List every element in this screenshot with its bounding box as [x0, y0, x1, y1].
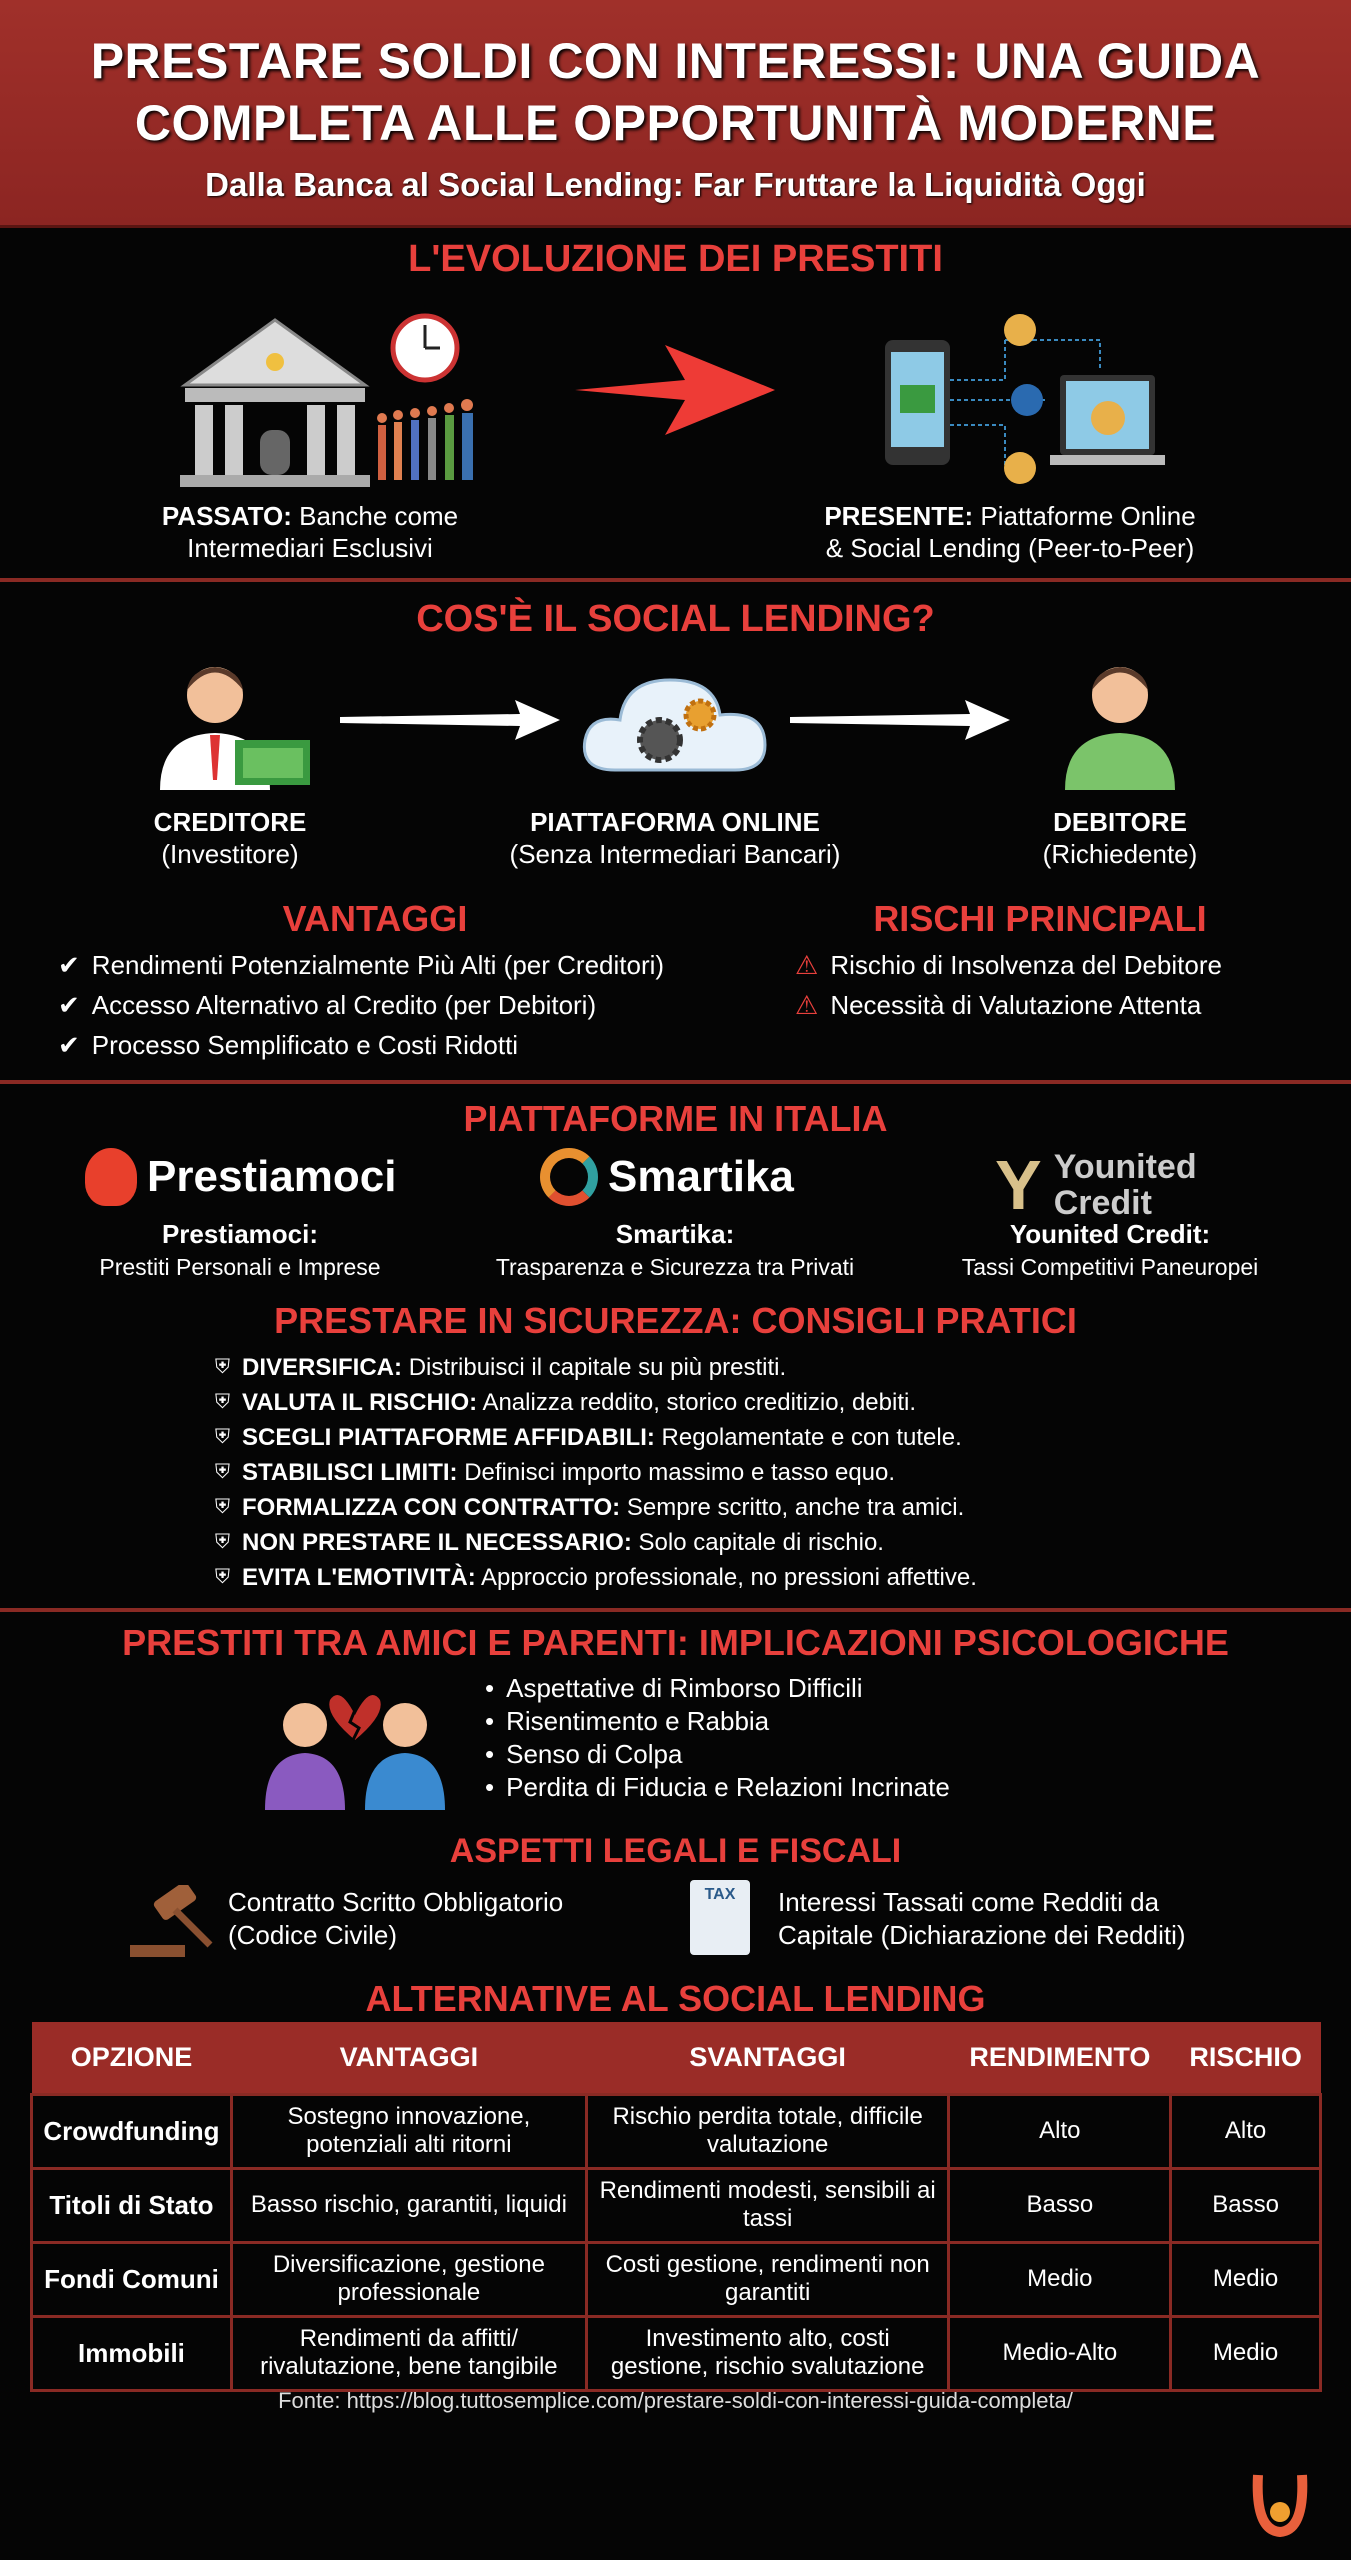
- bullet-icon: •: [485, 1706, 495, 1736]
- column-header: VANTAGGI: [231, 2022, 586, 2094]
- alternatives-table: [30, 2022, 1322, 2392]
- table-row: [32, 2094, 1321, 2168]
- younited-logo-line: Younited: [1053, 1148, 1197, 1186]
- tip-item: [215, 1420, 977, 1455]
- tip-key: VALUTA IL RISCHIO:: [242, 1389, 478, 1416]
- table-cell: Crowdfunding: [32, 2094, 232, 2168]
- platform-sub: (Senza Intermediari Bancari): [509, 839, 841, 869]
- table-cell: Investimento alto, costi gestione, rischio svalutazione: [586, 2316, 949, 2390]
- evolution-heading: L'EVOLUZIONE DEI PRESTITI: [408, 238, 943, 280]
- tip-text: [242, 1525, 884, 1560]
- shield-check-icon: ⛨: [215, 1566, 230, 1588]
- platform-caption: [450, 806, 900, 870]
- platform-desc: Trasparenza e Sicurezza tra Privati: [495, 1254, 855, 1280]
- advantage-item: [58, 1025, 664, 1065]
- table-cell: Basso rischio, garantiti, liquidi: [231, 2168, 586, 2242]
- table-cell: Sostegno innovazione, potenziali alti ritorni: [231, 2094, 586, 2168]
- debtor-caption: [1000, 806, 1240, 870]
- check-circle-icon: ✔︎: [58, 950, 80, 980]
- title-line-2: COMPLETA ALLE OPPORTUNITÀ MODERNE: [134, 95, 1217, 151]
- table-cell: Medio-Alto: [949, 2316, 1171, 2390]
- tips-heading: PRESTARE IN SICUREZZA: CONSIGLI PRATICI: [274, 1300, 1077, 1341]
- legal-contract-text: [228, 1886, 563, 1952]
- tip-key: EVITA L'EMOTIVITÀ:: [242, 1564, 476, 1591]
- tip-key: DIVERSIFICA:: [242, 1354, 403, 1381]
- tax-document-icon: [690, 1880, 750, 1955]
- table-header-row: [32, 2022, 1321, 2094]
- tip-text: [242, 1350, 786, 1385]
- past-label: PASSATO:: [161, 501, 292, 531]
- tip-item: [215, 1560, 977, 1595]
- tip-value: Distribuisci il capitale su più prestiti.: [408, 1354, 787, 1381]
- legal-right-line: Capitale (Dichiarazione dei Redditi): [778, 1920, 1186, 1950]
- platform-card: [465, 1218, 885, 1283]
- present-text-2: & Social Lending (Peer-to-Peer): [825, 533, 1195, 563]
- past-text-1: Banche come: [299, 501, 459, 531]
- table-cell: Medio: [1171, 2316, 1321, 2390]
- tip-text: [242, 1420, 962, 1455]
- tip-text: [242, 1385, 916, 1420]
- arrow-right-icon: [340, 700, 560, 740]
- psych-text: Aspettative di Rimborso Difficili: [506, 1673, 863, 1703]
- psych-text: Risentimento e Rabbia: [506, 1706, 770, 1736]
- prestiamoci-logo-text: Prestiamoci: [147, 1152, 397, 1201]
- advantages-list: [58, 945, 664, 1065]
- tip-text: [242, 1560, 977, 1595]
- table-cell: Alto: [1171, 2094, 1321, 2168]
- table-cell: Rischio perdita totale, difficile valutazione: [586, 2094, 949, 2168]
- bank-queue-icon: [175, 300, 515, 490]
- risk-item: [795, 945, 1222, 985]
- platform-name: Younited Credit:: [1009, 1219, 1211, 1249]
- tip-key: NON PRESTARE IL NECESSARIO:: [242, 1529, 632, 1556]
- table-row: [32, 2316, 1321, 2390]
- table-cell: Medio: [1171, 2242, 1321, 2316]
- table-cell: Costi gestione, rendimenti non garantiti: [586, 2242, 949, 2316]
- platform-card: [920, 1218, 1300, 1283]
- smartika-logo-text: Smartika: [608, 1152, 794, 1201]
- platform-card: [60, 1218, 420, 1283]
- risk-text: Rischio di Insolvenza del Debitore: [830, 950, 1222, 980]
- tip-item: [215, 1525, 977, 1560]
- tip-item: [215, 1385, 977, 1420]
- title-line-1: PRESTARE SOLDI CON INTERESSI: UNA GUIDA: [90, 33, 1261, 89]
- legal-left-line: Contratto Scritto Obbligatorio: [228, 1887, 564, 1917]
- tip-key: STABILISCI LIMITI:: [242, 1459, 458, 1486]
- shield-check-icon: ⛨: [215, 1356, 230, 1378]
- shield-check-icon: ⛨: [215, 1531, 230, 1553]
- table-cell: Titoli di Stato: [32, 2168, 232, 2242]
- shield-check-icon: ⛨: [215, 1461, 230, 1483]
- column-header: RENDIMENTO: [949, 2022, 1171, 2094]
- tip-item: [215, 1455, 977, 1490]
- table-cell: Rendimenti modesti, sensibili ai tassi: [586, 2168, 949, 2242]
- tip-value: Sempre scritto, anche tra amici.: [626, 1494, 965, 1521]
- divider: [0, 1608, 1351, 1612]
- younited-logo: [995, 1145, 1197, 1225]
- debtor-icon: [1055, 655, 1185, 790]
- tip-text: [242, 1455, 895, 1490]
- column-header: RISCHIO: [1171, 2022, 1321, 2094]
- psych-list: [485, 1672, 950, 1804]
- shield-check-icon: ⛨: [215, 1426, 230, 1448]
- bullet-icon: •: [485, 1739, 495, 1769]
- psych-item: [485, 1705, 950, 1738]
- smartika-logo: [540, 1148, 794, 1206]
- advantage-text: Rendimenti Potenzialmente Più Alti (per Creditori): [91, 950, 665, 980]
- prestiamoci-logo: [85, 1148, 396, 1206]
- tip-value: Solo capitale di rischio.: [638, 1529, 884, 1556]
- psych-text: Senso di Colpa: [506, 1739, 683, 1769]
- advantage-item: [58, 945, 664, 985]
- tip-value: Regolamentate e con tutele.: [661, 1424, 962, 1451]
- tip-key: FORMALIZZA CON CONTRATTO:: [242, 1494, 621, 1521]
- column-header: SVANTAGGI: [586, 2022, 949, 2094]
- arrow-right-icon: [575, 345, 775, 435]
- tip-item: [215, 1350, 977, 1385]
- risks-list: [795, 945, 1222, 1025]
- table-cell: Basso: [949, 2168, 1171, 2242]
- warning-icon: ⚠: [795, 990, 819, 1020]
- shield-check-icon: ⛨: [215, 1496, 230, 1518]
- tax-icon-text: TAX: [704, 1886, 736, 1903]
- smartika-logo-icon: [540, 1148, 598, 1206]
- psych-item: [485, 1672, 950, 1705]
- check-circle-icon: ✔︎: [58, 990, 80, 1020]
- table-row: [32, 2168, 1321, 2242]
- source-text: Fonte: https://blog.tuttosemplice.com/prestare-soldi-con-interessi-guida-completa/: [278, 2388, 1073, 2413]
- check-circle-icon: ✔︎: [58, 1030, 80, 1060]
- debtor-sub: (Richiedente): [1042, 839, 1198, 869]
- tip-value: Approccio professionale, no pressioni affettive.: [481, 1564, 977, 1591]
- advantages-heading: VANTAGGI: [282, 898, 468, 939]
- divider: [0, 578, 1351, 582]
- advantage-item: [58, 985, 664, 1025]
- bullet-icon: •: [485, 1772, 495, 1802]
- tip-text: [242, 1490, 964, 1525]
- creditor-icon: [155, 655, 315, 790]
- evolution-section: [0, 238, 1351, 281]
- table-row: [32, 2242, 1321, 2316]
- social-heading: COS'È IL SOCIAL LENDING?: [416, 598, 935, 640]
- legal-heading: ASPETTI LEGALI E FISCALI: [449, 1832, 902, 1870]
- younited-logo-text: [1054, 1149, 1197, 1221]
- legal-left-line: (Codice Civile): [228, 1920, 398, 1950]
- advantage-text: Accesso Alternativo al Credito (per Debitori): [91, 990, 597, 1020]
- debtor-label: DEBITORE: [1053, 807, 1187, 837]
- table-cell: Fondi Comuni: [32, 2242, 232, 2316]
- broken-relationship-icon: [255, 1680, 455, 1810]
- psych-text: Perdita di Fiducia e Relazioni Incrinate: [506, 1772, 950, 1802]
- table-cell: Medio: [949, 2242, 1171, 2316]
- tips-list: [215, 1350, 977, 1595]
- psych-item: [485, 1738, 950, 1771]
- prestiamoci-logo-icon: [85, 1148, 137, 1206]
- tip-value: Definisci importo massimo e tasso equo.: [464, 1459, 896, 1486]
- header: [0, 0, 1351, 228]
- past-text-2: Intermediari Esclusivi: [187, 533, 433, 563]
- legal-tax-text: [778, 1886, 1186, 1952]
- past-caption: [130, 500, 490, 564]
- online-platform-icon: [885, 300, 1175, 490]
- table-cell: Basso: [1171, 2168, 1321, 2242]
- tip-item: [215, 1490, 977, 1525]
- creditor-sub: (Investitore): [161, 839, 299, 869]
- platform-desc: Tassi Competitivi Paneuropei: [961, 1254, 1259, 1280]
- shield-check-icon: ⛨: [215, 1391, 230, 1413]
- table-cell: Rendimenti da affitti/ rivalutazione, bene tangibile: [231, 2316, 586, 2390]
- warning-icon: ⚠: [795, 950, 819, 980]
- legal-right-line: Interessi Tassati come Redditi da: [778, 1887, 1160, 1917]
- gavel-icon: [125, 1885, 215, 1960]
- psych-item: [485, 1771, 950, 1804]
- platform-label: PIATTAFORMA ONLINE: [530, 807, 820, 837]
- brand-logo-icon: [1250, 2470, 1310, 2540]
- platform-desc: Prestiti Personali e Imprese: [99, 1254, 381, 1280]
- present-label: PRESENTE:: [824, 501, 974, 531]
- platform-name: Smartika:: [615, 1219, 735, 1249]
- younited-logo-line: Credit: [1053, 1184, 1152, 1222]
- present-text-1: Piattaforme Online: [980, 501, 1196, 531]
- column-header: OPZIONE: [32, 2022, 232, 2094]
- table-cell: Diversificazione, gestione professionale: [231, 2242, 586, 2316]
- alternatives-table-wrap: [0, 2022, 1322, 2392]
- risk-item: [795, 985, 1222, 1025]
- bullet-icon: •: [485, 1673, 495, 1703]
- platforms-heading: PIATTAFORME IN ITALIA: [463, 1098, 888, 1139]
- creditor-caption: [110, 806, 350, 870]
- tip-value: Analizza reddito, storico creditizio, debiti.: [482, 1389, 916, 1416]
- psych-heading: PRESTITI TRA AMICI E PARENTI: IMPLICAZIONI PSICOLOGICHE: [122, 1622, 1229, 1663]
- younited-logo-icon: Y: [995, 1146, 1042, 1224]
- table-cell: Alto: [949, 2094, 1171, 2168]
- risk-text: Necessità di Valutazione Attenta: [830, 990, 1202, 1020]
- tip-key: SCEGLI PIATTAFORME AFFIDABILI:: [242, 1424, 655, 1451]
- present-caption: [780, 500, 1240, 564]
- divider: [0, 1080, 1351, 1084]
- platform-name: Prestiamoci:: [161, 1219, 319, 1249]
- alternatives-heading: ALTERNATIVE AL SOCIAL LENDING: [365, 1978, 986, 2019]
- risks-heading: RISCHI PRINCIPALI: [873, 898, 1207, 939]
- table-cell: Immobili: [32, 2316, 232, 2390]
- subtitle: Dalla Banca al Social Lending: Far Fruttare la Liquidità Oggi: [205, 166, 1146, 203]
- advantage-text: Processo Semplificato e Costi Ridotti: [91, 1030, 519, 1060]
- creditor-label: CREDITORE: [153, 807, 307, 837]
- cloud-gears-icon: [580, 655, 770, 780]
- arrow-right-icon: [790, 700, 1010, 740]
